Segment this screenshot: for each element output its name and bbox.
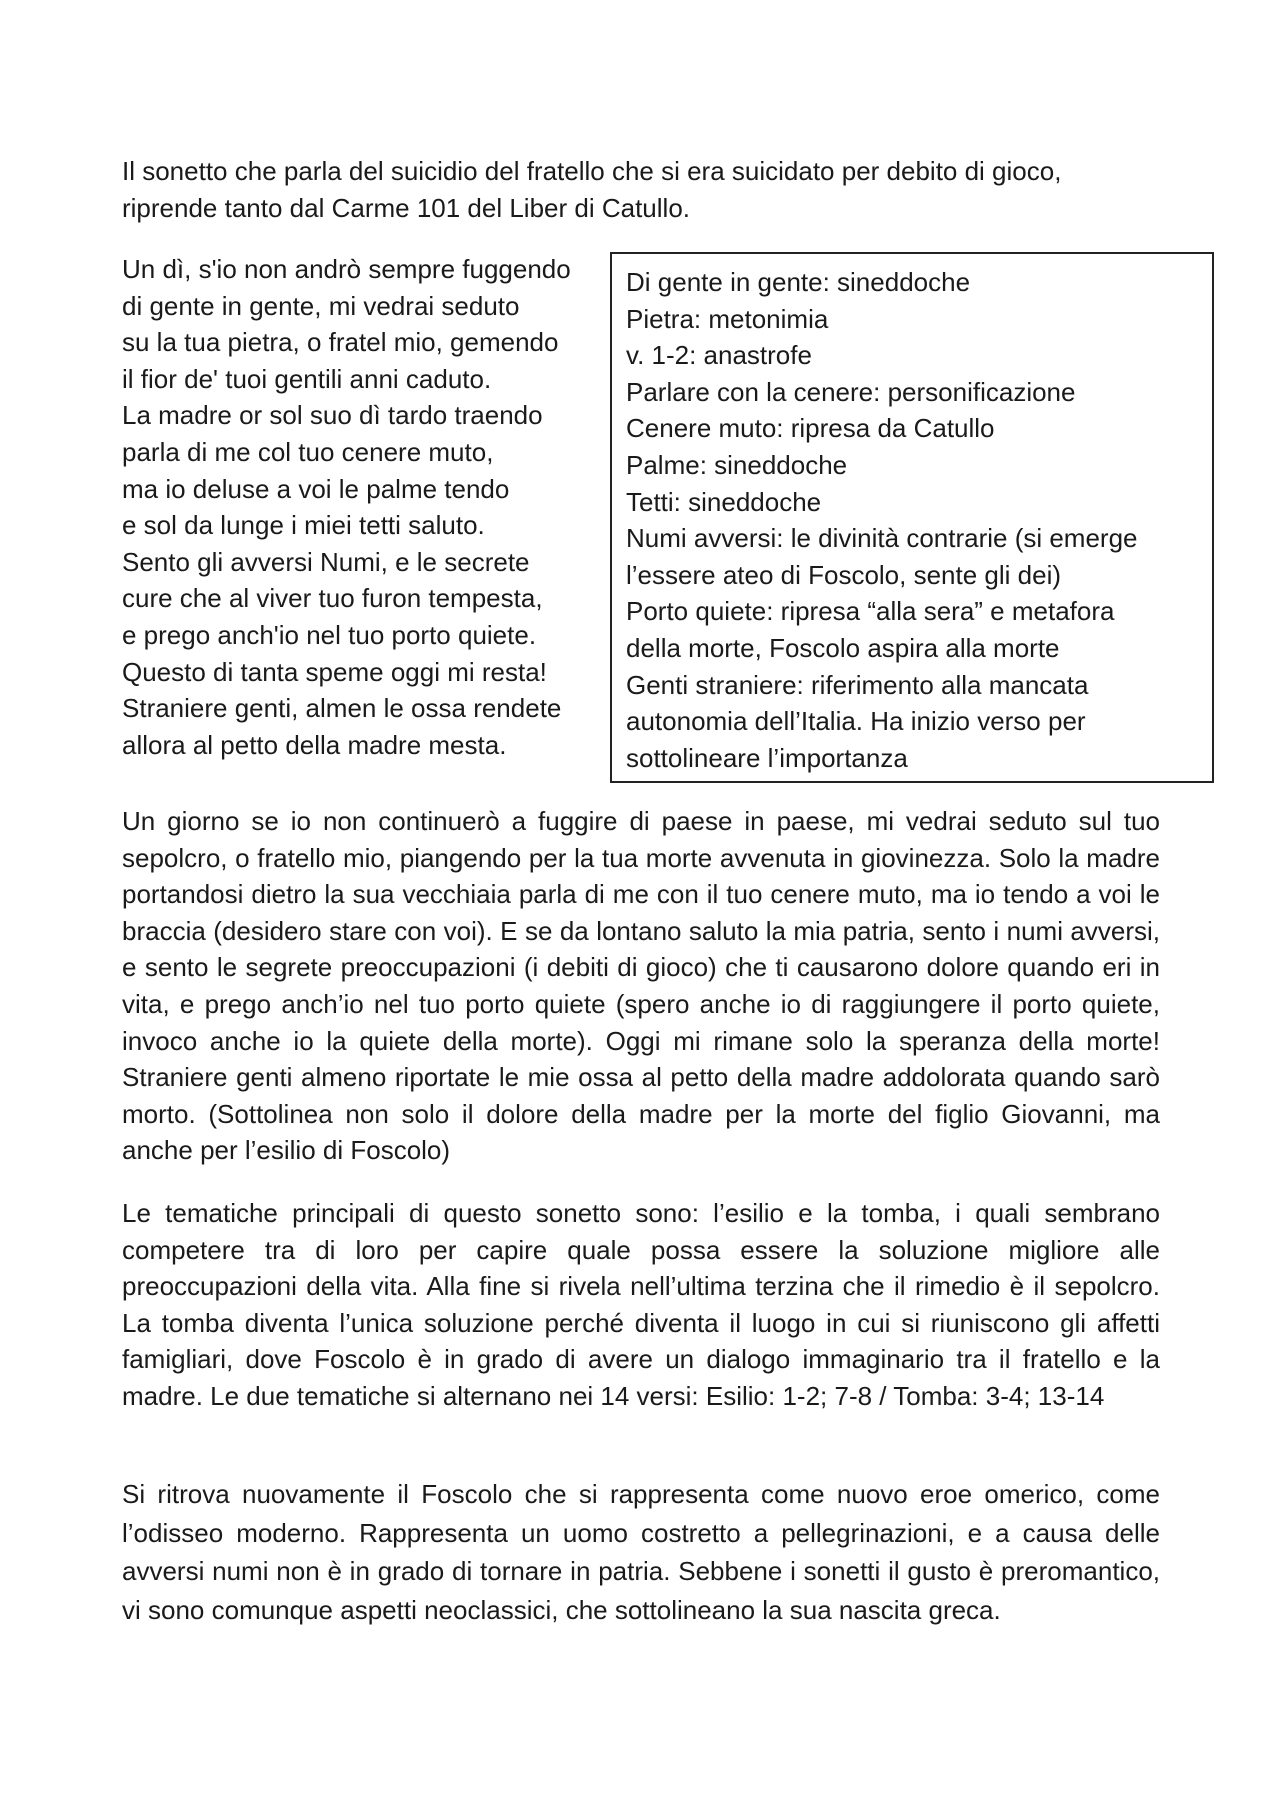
note-line: v. 1-2: anastrofe (626, 340, 812, 371)
sonnet-verse: Straniere genti, almen le ossa rendete (122, 693, 562, 724)
note-line: Parlare con la cenere: personificazione (626, 376, 1076, 407)
sonnet-verse: su la tua pietra, o fratel mio, gemendo (122, 327, 559, 358)
sonnet-verse: il fior de' tuoi gentili anni caduto. (122, 363, 492, 394)
intro-line: riprende tanto dal Carme 101 del Liber di Catullo. (122, 192, 691, 223)
note-line: sottolineare l’importanza (626, 742, 908, 773)
sonnet-verse: e sol da lunge i miei tetti saluto. (122, 510, 485, 541)
sonnet-verse: parla di me col tuo cenere muto, (122, 436, 494, 467)
hero-paragraph: Si ritrova nuovamente il Foscolo che si rappresenta come nuovo eroe omerico, come l’odisseo moderno. Rappresenta un uomo costretto a pellegrinazioni, e a causa delle avversi numi non è in grado di tornare in patria. Sebbene i sonetti il gusto è preromantico, vi sono comunque aspetti neoclassici, che sottolineano la sua nascita greca. (122, 1479, 1160, 1625)
note-line: Porto quiete: ripresa “alla sera” e metafora (626, 596, 1115, 627)
sonnet-verse: cure che al viver tuo furon tempesta, (122, 583, 543, 614)
sonnet-verse: e prego anch'io nel tuo porto quiete. (122, 619, 537, 650)
paraphrase-paragraph: Un giorno se io non continuerò a fuggire di paese in paese, mi vedrai seduto sul tuo sepolcro, o fratello mio, piangendo per la tua morte avvenuta in giovinezza. Solo la madre portandosi dietro la sua vecchiaia parla di me con il tuo cenere muto, ma io tendo a voi le braccia (desidero stare con voi). E se da lontano saluto la mia patria, sento i numi avversi, e sento le segrete preoccupazioni (i debiti di gioco) che ti causarono dolore quando eri in vita, e prego anch’io nel tuo porto quiete (spero anche io di raggiungere il porto quiete, invoco anche io la quiete della morte). Oggi mi rimane solo la speranza della morte! Straniere genti almeno riportate le mie ossa al petto della madre addolorata quando sarò morto. (Sottolinea non solo il dolore della madre per la morte del figlio Giovanni, ma anche per l’esilio di Foscolo) (122, 806, 1160, 1166)
sonnet-verse: Sento gli avversi Numi, e le secrete (122, 546, 530, 577)
note-line: Di gente in gente: sineddoche (626, 267, 971, 297)
note-line: Tetti: sineddoche (626, 486, 822, 517)
themes-paragraph: Le tematiche principali di questo sonetto sono: l’esilio e la tomba, i quali sembrano competere tra di loro per capire quale possa essere la soluzione migliore alle preoccupazioni della vita. Alla fine si rivela nell’ultima terzina che il rimedio è il sepolcro. La tomba diventa l’unica soluzione perché diventa il luogo in cui si riuniscono gli affetti famigliari, dove Foscolo è in grado di avere un dialogo immaginario tra il fratello e la madre. Le due tematiche si alternano nei 14 versi: Esilio: 1-2; 7-8 / Tomba: 3-4; 13-14 (122, 1198, 1160, 1411)
note-line: l’essere ateo di Foscolo, sente gli dei) (626, 559, 1062, 590)
figures-of-speech-box (610, 252, 1214, 783)
sonnet-text (122, 251, 602, 763)
sonnet-verse: di gente in gente, mi vedrai seduto (122, 290, 520, 321)
note-line: Numi avversi: le divinità contrarie (si emerge (626, 523, 1138, 554)
note-line: Pietra: metonimia (626, 303, 829, 334)
note-line: Cenere muto: ripresa da Catullo (626, 413, 995, 444)
sonnet-verse: La madre or sol suo dì tardo traendo (122, 400, 543, 431)
note-line: della morte, Foscolo aspira alla morte (626, 632, 1060, 663)
sonnet-verse: Questo di tanta speme oggi mi resta! (122, 656, 547, 687)
sonnet-verse: Un dì, s'io non andrò sempre fuggendo (122, 254, 571, 284)
note-line: autonomia dell’Italia. Ha inizio verso per (626, 706, 1086, 737)
sonnet-verse: allora al petto della madre mesta. (122, 729, 507, 760)
note-line: Palme: sineddoche (626, 449, 848, 480)
intro-line: Il sonetto che parla del suicidio del fratello che si era suicidato per debito di gioco, (122, 156, 1062, 186)
note-line: Genti straniere: riferimento alla mancata (626, 669, 1089, 700)
sonnet-verse: ma io deluse a voi le palme tendo (122, 473, 510, 504)
intro-paragraph (122, 153, 1162, 226)
